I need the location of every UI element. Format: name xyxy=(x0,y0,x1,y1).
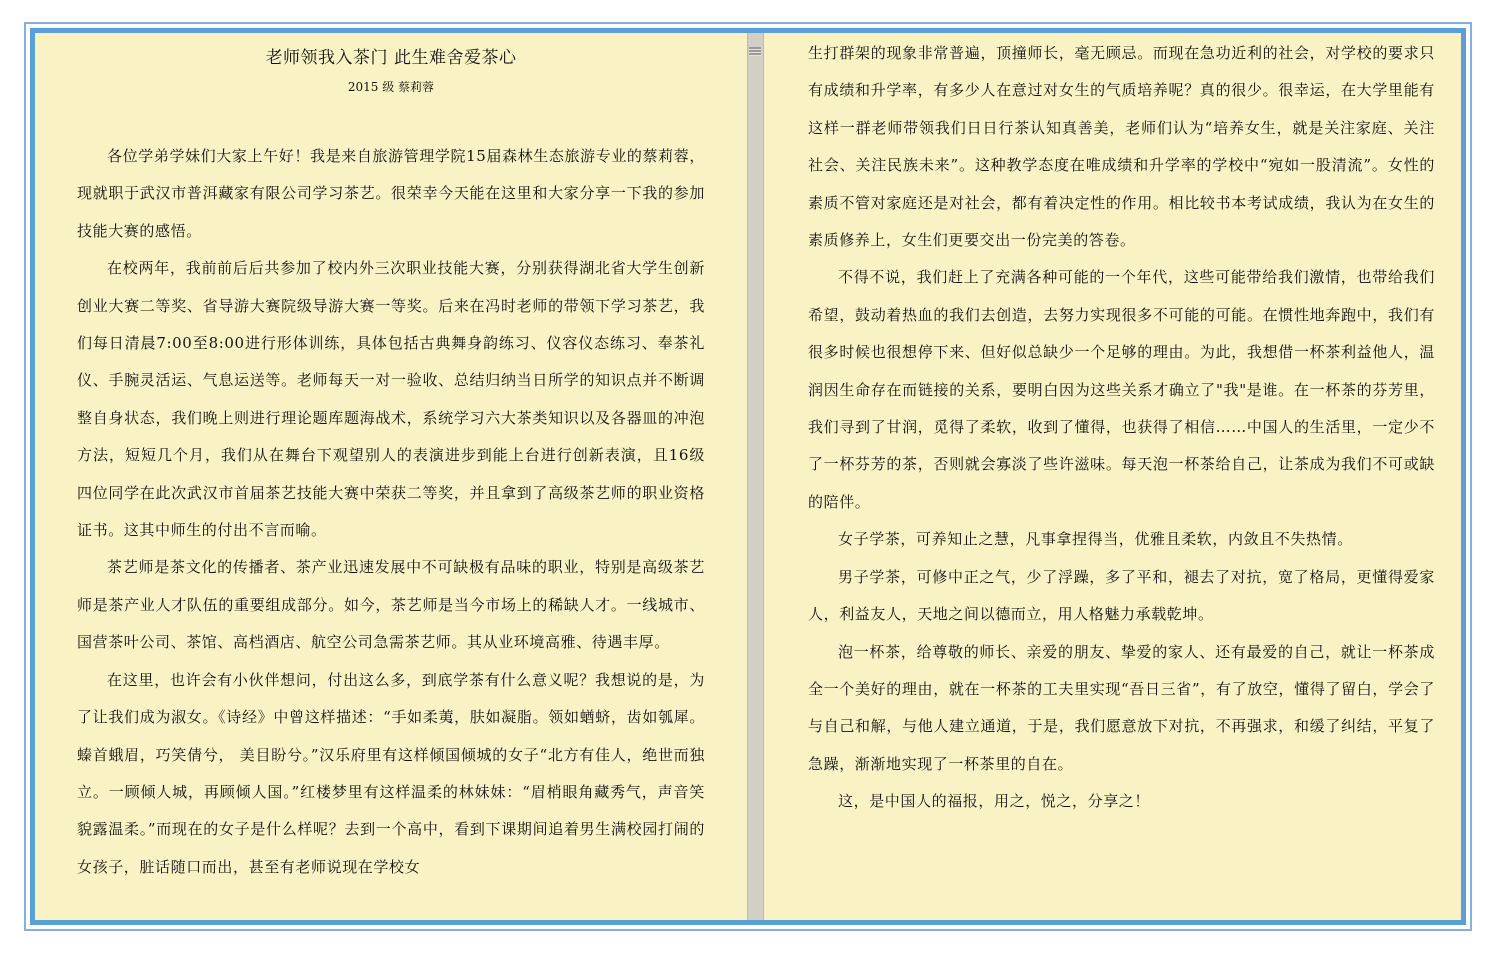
paragraph: 在这里，也许会有小伙伴想问，付出这么多，到底学茶有什么意义呢？我想说的是，为了让我们成为淑女。《诗经》中曾这样描述：“手如柔荑，肤如凝脂。领如蝤蛴，齿如瓠犀。螓首蛾眉，巧笑倩兮， 美目盼兮。”汉乐府里有这样倾国倾城的女子“北方有佳人，绝世而独立。一顾倾人城，再顾倾人国。”红楼梦里有这样温柔的林妹妹：“眉梢眼角藏秀气，声音笑貌露温柔。”而现在的女子是什么样呢？去到一个高中，看到下课期间追着男生满校园打闹的女孩子，脏话随口而出，甚至有老师说现在学校女 xyxy=(77,670,705,876)
article-byline: 2015 级 蔡莉蓉 xyxy=(347,80,435,94)
page-splitter[interactable] xyxy=(747,33,764,920)
paragraph: 女子学茶，可养知止之慧，凡事拿捏得当，优雅且柔软，内敛且不失热情。 xyxy=(838,530,1353,549)
paragraph-continuation: 生打群架的现象非常普遍，顶撞师长，毫无顾忌。而现在急功近利的社会，对学校的要求只有成绩和升学率，有多少人在意过对女生的气质培养呢？真的很少。很幸运，在大学里能有这样一群老师带领我们日日行茶认知真善美，老师们认为“培养女生，就是关注家庭、关注社会、关注民族未来”。这种教学态度在唯成绩和升学率的学校中“宛如一股清流”。女性的素质不管对家庭还是对社会，都有着决定性的作用。相比较书本考试成绩，我认为在女生的素质修养上，女生们更要交出一份完美的答卷。 xyxy=(808,44,1435,250)
paragraph: 各位学弟学妹们大家上午好！我是来自旅游管理学院15届森林生态旅游专业的蔡莉蓉，现就职于武汉市普洱藏家有限公司学习茶艺。很荣幸今天能在这里和大家分享一下我的参加技能大赛的感悟。 xyxy=(77,147,705,240)
article-title: 老师领我入茶门 此生难舍爱茶心 xyxy=(265,48,517,68)
paragraph: 不得不说，我们赶上了充满各种可能的一个年代，这些可能带给我们激情，也带给我们希望，鼓动着热血的我们去创造，去努力实现很多不可能的可能。在惯性地奔跑中，我们有很多时候也很想停下来、但好似总缺少一个足够的理由。为此，我想借一杯茶利益他人，温润因生命存在而链接的关系，要明白因为这些关系才确立了"我"是谁。在一杯茶的芬芳里，我们寻到了甘润，觅得了柔软，收到了懂得，也获得了相信……中国人的生活里，一定少不了一杯芬芳的茶，否则就会寡淡了些许滋味。每天泡一杯茶给自己，让茶成为我们不可或缺的陪伴。 xyxy=(808,268,1435,511)
paragraph: 男子学茶，可修中正之气，少了浮躁，多了平和，褪去了对抗，宽了格局，更懂得爱家人，利益友人，天地之间以德而立，用人格魅力承载乾坤。 xyxy=(808,567,1435,624)
right-page xyxy=(764,33,1461,920)
right-body xyxy=(808,35,1435,821)
splitter-grip-icon[interactable] xyxy=(749,47,761,56)
paragraph: 这，是中国人的福报，用之，悦之，分享之！ xyxy=(838,792,1151,811)
paragraph: 泡一杯茶，给尊敬的师长、亲爱的朋友、挚爱的家人、还有最爱的自己，就让一杯茶成全一个美好的理由，就在一杯茶的工夫里实现“吾日三省”，有了放空，懂得了留白，学会了与自己和解，与他人建立通道，于是，我们愿意放下对抗，不再强求，和缓了纠结，平复了急躁，渐渐地实现了一杯茶里的自在。 xyxy=(808,642,1435,773)
left-body xyxy=(77,138,705,886)
paragraph: 在校两年，我前前后后共参加了校内外三次职业技能大赛，分别获得湖北省大学生创新创业大赛二等奖、省导游大赛院级导游大赛一等奖。后来在冯时老师的带领下学习茶艺，我们每日清晨7:00至8:00进行形体训练，具体包括古典舞身韵练习、仪容仪态练习、奉茶礼仪、手腕灵活运、气息运送等。老师每天一对一验收、总结归纳当日所学的知识点并不断调整自身状态，我们晚上则进行理论题库题海战术，系统学习六大茶类知识以及各器皿的冲泡方法，短短几个月，我们从在舞台下观望别人的表演进步到能上台进行创新表演，且16级四位同学在此次武汉市首届茶艺技能大赛中荣获二等奖，并且拿到了高级茶艺师的职业资格证书。这其中师生的付出不言而喻。 xyxy=(77,259,705,540)
paragraph: 茶艺师是茶文化的传播者、茶产业迅速发展中不可缺极有品味的职业，特别是高级茶艺师是茶产业人才队伍的重要组成部分。如今，茶艺师是当今市场上的稀缺人才。一线城市、国营茶叶公司、茶馆、高档酒店、航空公司急需茶艺师。其从业环境高雅、待遇丰厚。 xyxy=(77,558,705,652)
left-page xyxy=(35,33,747,920)
